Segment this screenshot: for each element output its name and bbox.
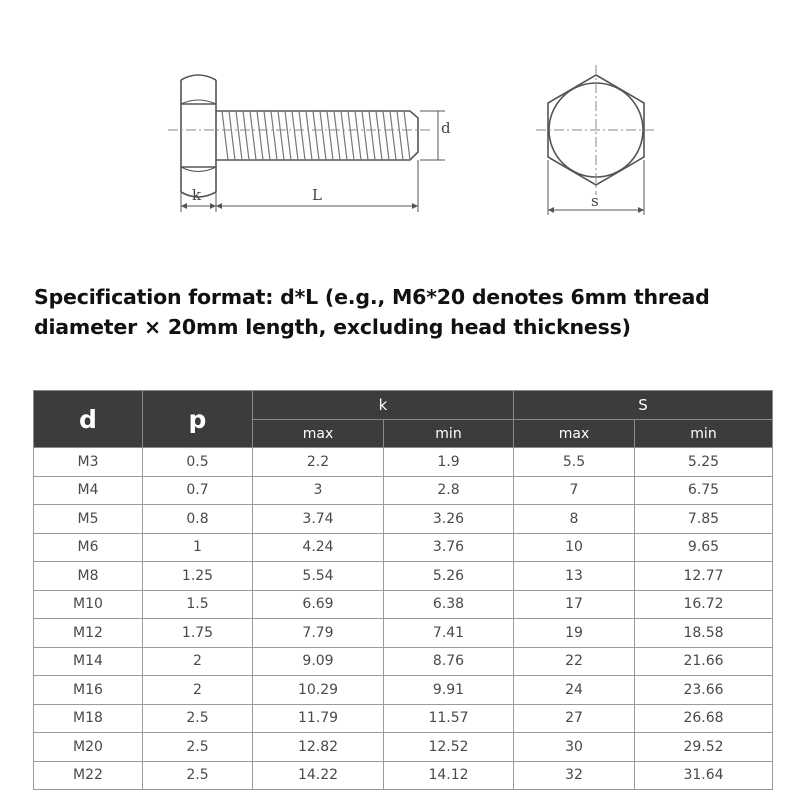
cell-s-max: 22	[514, 647, 635, 676]
cell-s-max: 30	[514, 733, 635, 762]
cell-s-max: 32	[514, 761, 635, 790]
header-k-max: max	[253, 420, 384, 448]
cell-k-max: 5.54	[253, 562, 384, 591]
cell-p: 1.5	[143, 590, 253, 619]
cell-p: 0.8	[143, 505, 253, 534]
cell-s-min: 21.66	[635, 647, 773, 676]
cell-k-max: 12.82	[253, 733, 384, 762]
cell-s-min: 9.65	[635, 533, 773, 562]
header-s-min: min	[635, 420, 773, 448]
cell-d: M4	[34, 476, 143, 505]
cell-s-min: 16.72	[635, 590, 773, 619]
cell-k-min: 3.26	[384, 505, 514, 534]
cell-d: M18	[34, 704, 143, 733]
cell-k-max: 6.69	[253, 590, 384, 619]
cell-k-max: 14.22	[253, 761, 384, 790]
cell-k-max: 3	[253, 476, 384, 505]
cell-s-max: 10	[514, 533, 635, 562]
cell-k-max: 2.2	[253, 448, 384, 477]
spec-line-2: diameter × 20mm length, excluding head thickness)	[34, 315, 631, 339]
cell-d: M14	[34, 647, 143, 676]
cell-d: M16	[34, 676, 143, 705]
cell-p: 1	[143, 533, 253, 562]
cell-s-min: 18.58	[635, 619, 773, 648]
cell-s-max: 7	[514, 476, 635, 505]
header-s-max: max	[514, 420, 635, 448]
table-row	[34, 761, 773, 790]
cell-d: M6	[34, 533, 143, 562]
table-row	[34, 562, 773, 591]
header-p: p	[143, 391, 253, 448]
table-body	[34, 448, 773, 790]
label-s: s	[591, 192, 599, 210]
cell-d: M22	[34, 761, 143, 790]
cell-s-min: 12.77	[635, 562, 773, 591]
cell-p: 1.75	[143, 619, 253, 648]
cell-k-min: 1.9	[384, 448, 514, 477]
cell-p: 2.5	[143, 761, 253, 790]
header-k-min: min	[384, 420, 514, 448]
header-s: S	[514, 391, 773, 420]
specification-note	[34, 282, 774, 342]
cell-s-max: 5.5	[514, 448, 635, 477]
table-row	[34, 476, 773, 505]
table-row	[34, 619, 773, 648]
cell-s-min: 29.52	[635, 733, 773, 762]
cell-s-min: 23.66	[635, 676, 773, 705]
cell-s-min: 26.68	[635, 704, 773, 733]
label-L: L	[312, 186, 322, 204]
label-k: k	[192, 186, 202, 204]
cell-s-min: 31.64	[635, 761, 773, 790]
cell-d: M12	[34, 619, 143, 648]
cell-p: 2.5	[143, 733, 253, 762]
table-row	[34, 533, 773, 562]
cell-s-max: 13	[514, 562, 635, 591]
cell-d: M20	[34, 733, 143, 762]
cell-s-max: 8	[514, 505, 635, 534]
table-row	[34, 704, 773, 733]
cell-k-min: 5.26	[384, 562, 514, 591]
cell-s-min: 5.25	[635, 448, 773, 477]
bolt-drawing	[0, 0, 800, 245]
cell-d: M8	[34, 562, 143, 591]
cell-p: 2	[143, 676, 253, 705]
cell-p: 1.25	[143, 562, 253, 591]
table-row	[34, 647, 773, 676]
header-d: d	[34, 391, 143, 448]
cell-s-min: 7.85	[635, 505, 773, 534]
cell-k-max: 11.79	[253, 704, 384, 733]
label-d: d	[441, 119, 451, 137]
cell-k-max: 9.09	[253, 647, 384, 676]
bolt-dimension-table	[33, 390, 773, 790]
table-row	[34, 590, 773, 619]
cell-k-min: 12.52	[384, 733, 514, 762]
cell-s-max: 24	[514, 676, 635, 705]
cell-k-max: 3.74	[253, 505, 384, 534]
cell-p: 2.5	[143, 704, 253, 733]
cell-k-min: 7.41	[384, 619, 514, 648]
cell-k-max: 7.79	[253, 619, 384, 648]
cell-d: M5	[34, 505, 143, 534]
bolt-side-view	[168, 75, 445, 212]
table-row	[34, 448, 773, 477]
cell-p: 0.5	[143, 448, 253, 477]
cell-k-min: 3.76	[384, 533, 514, 562]
cell-s-max: 17	[514, 590, 635, 619]
table-row	[34, 676, 773, 705]
cell-k-min: 8.76	[384, 647, 514, 676]
cell-k-min: 2.8	[384, 476, 514, 505]
table-row	[34, 505, 773, 534]
spec-line-1: Specification format: d*L (e.g., M6*20 denotes 6mm thread	[34, 285, 710, 309]
cell-s-max: 27	[514, 704, 635, 733]
cell-p: 0.7	[143, 476, 253, 505]
cell-k-max: 4.24	[253, 533, 384, 562]
cell-d: M10	[34, 590, 143, 619]
cell-k-min: 14.12	[384, 761, 514, 790]
cell-s-max: 19	[514, 619, 635, 648]
cell-k-min: 11.57	[384, 704, 514, 733]
cell-s-min: 6.75	[635, 476, 773, 505]
cell-k-max: 10.29	[253, 676, 384, 705]
header-k: k	[253, 391, 514, 420]
table-row	[34, 733, 773, 762]
cell-p: 2	[143, 647, 253, 676]
cell-d: M3	[34, 448, 143, 477]
cell-k-min: 6.38	[384, 590, 514, 619]
cell-k-min: 9.91	[384, 676, 514, 705]
